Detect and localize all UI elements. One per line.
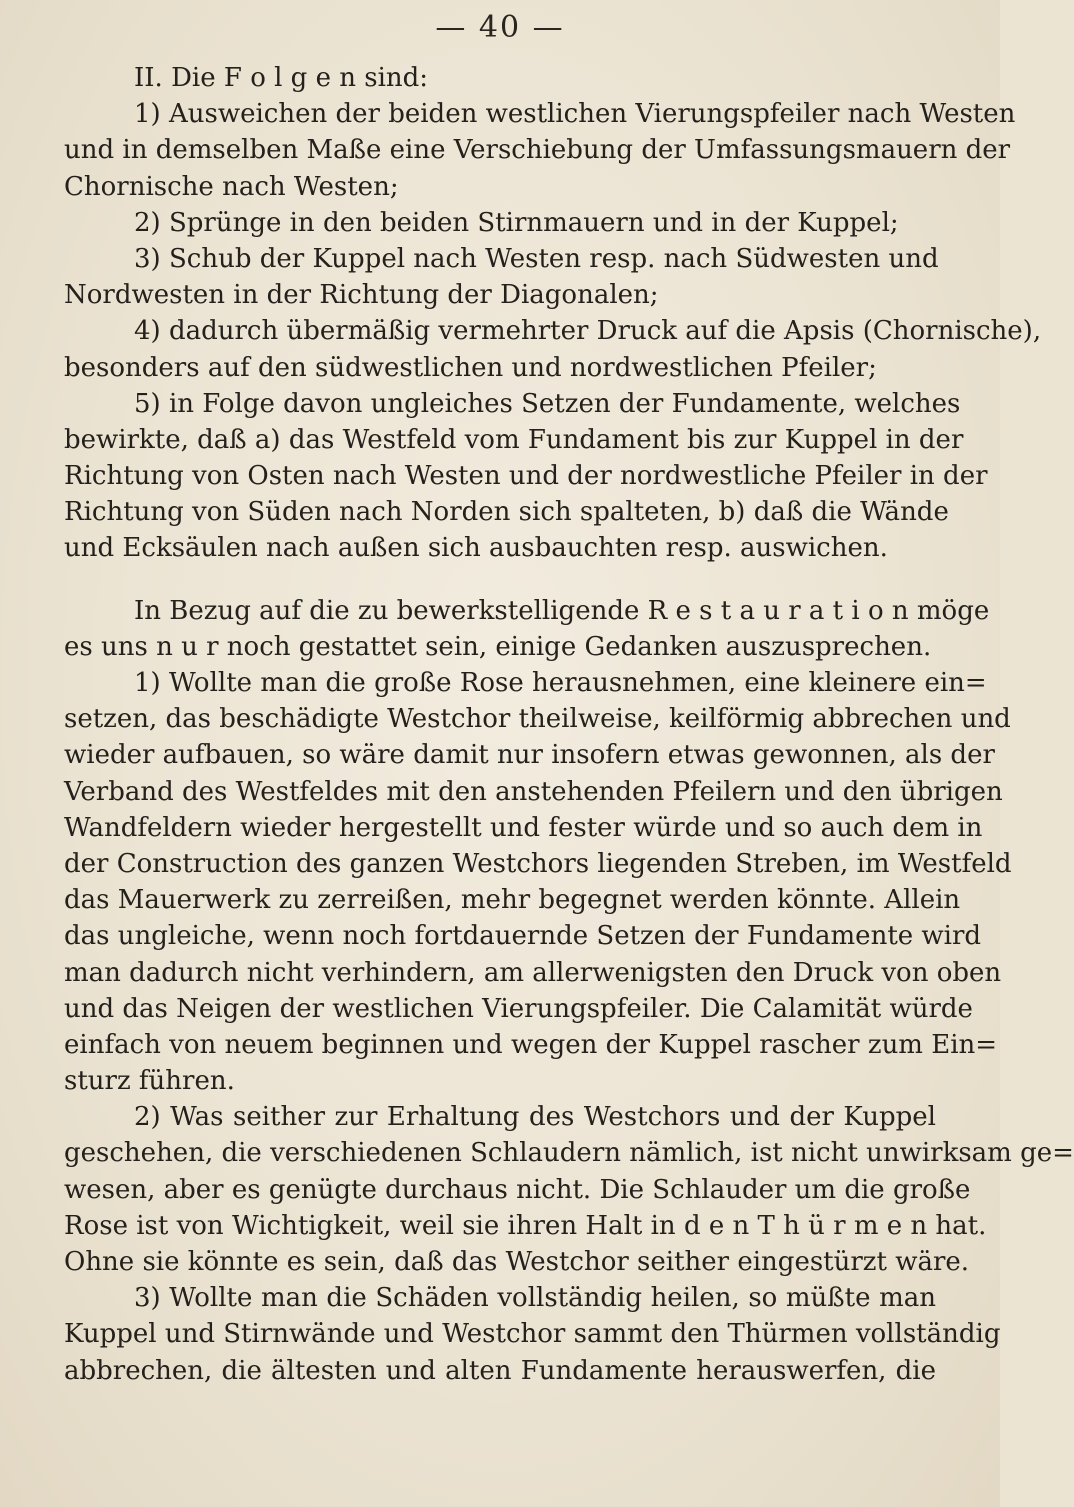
text-line: Richtung von Süden nach Norden sich spalteten, b) daß die Wände	[64, 497, 949, 528]
text-line: Wandfeldern wieder hergestellt und fester würde und so auch dem in	[64, 812, 983, 843]
text-line: das Mauerwerk zu zerreißen, mehr begegnet werden könnte. Allein	[64, 885, 961, 916]
text-line: Kuppel und Stirnwände und Westchor sammt den Thürmen vollständig	[64, 1319, 1001, 1350]
text-line: besonders auf den südwestlichen und nordwestlichen Pfeiler;	[64, 352, 877, 383]
text-line: wesen, aber es genügte durchaus nicht. Die Schlauder um die große	[64, 1174, 971, 1205]
text-line: das ungleiche, wenn noch fortdauernde Setzen der Fundamente wird	[64, 921, 982, 952]
text-line: Ohne sie könnte es sein, daß das Westchor seither eingestürzt wäre.	[64, 1247, 970, 1277]
paragraph-gap	[64, 567, 936, 593]
text-line: einfach von neuem beginnen und wegen der Kuppel rascher zum Ein=	[64, 1029, 998, 1060]
text-line: abbrechen, die ältesten und alten Fundamente herauswerfen, die	[64, 1355, 936, 1386]
text-line: 5) in Folge davon ungleiches Setzen der Fundamente, welches	[134, 388, 961, 419]
section-heading: II. Die F o l g e n sind:	[134, 63, 429, 93]
text-line: 3) Schub der Kuppel nach Westen resp. nach Südwesten und	[134, 243, 939, 274]
body-text	[64, 60, 1074, 1389]
text-line: wieder aufbauen, so wäre damit nur insofern etwas gewonnen, als der	[64, 740, 995, 771]
text-line: und in demselben Maße eine Verschiebung der Umfassungsmauern der	[64, 135, 1011, 166]
text-line: 1) Wollte man die große Rose herausnehmen, eine kleinere ein=	[134, 668, 987, 698]
text-line: 2) Sprünge in den beiden Stirnmauern und in der Kuppel;	[134, 207, 899, 238]
text-line: Verband des Westfeldes mit den anstehenden Pfeilern und den übrigen	[64, 776, 1003, 807]
text-line: In Bezug auf die zu bewerkstelligende R e s t a u r a t i o n möge	[134, 595, 990, 626]
text-line: Chornische nach Westen;	[64, 171, 399, 202]
text-line: sturz führen.	[64, 1066, 235, 1097]
text-line: Richtung von Osten nach Westen und der nordwestliche Pfeiler in der	[64, 461, 988, 492]
text-line: geschehen, die verschiedenen Schlaudern nämlich, ist nicht unwirksam ge=	[64, 1138, 1074, 1169]
text-line: Rose ist von Wichtigkeit, weil sie ihren Halt in d e n T h ü r m e n hat.	[64, 1210, 987, 1241]
text-line: setzen, das beschädigte Westchor theilweise, keilförmig abbrechen und	[64, 704, 1011, 735]
text-line: man dadurch nicht verhindern, am allerwenigsten den Druck von oben	[64, 957, 1002, 988]
text-line: Nordwesten in der Richtung der Diagonalen;	[64, 280, 659, 311]
text-line: 2) Was seither zur Erhaltung des Westchors und der Kuppel	[134, 1102, 936, 1133]
text-line: bewirkte, daß a) das Westfeld vom Fundament bis zur Kuppel in der	[64, 424, 964, 455]
text-line: der Construction des ganzen Westchors liegenden Streben, im Westfeld	[64, 848, 1012, 879]
text-line: und das Neigen der westlichen Vierungspfeiler. Die Calamität würde	[64, 993, 973, 1024]
page-number: — 40 —	[435, 10, 565, 45]
text-line: 4) dadurch übermäßig vermehrter Druck auf die Apsis (Chornische),	[134, 316, 1042, 347]
text-line: 3) Wollte man die Schäden vollständig heilen, so müßte man	[134, 1283, 936, 1314]
text-line: es uns n u r noch gestattet sein, einige Gedanken auszusprechen.	[64, 631, 932, 662]
text-line: 1) Ausweichen der beiden westlichen Vierungspfeiler nach Westen	[134, 99, 1016, 130]
text-line: und Ecksäulen nach außen sich ausbauchten resp. auswichen.	[64, 533, 888, 564]
